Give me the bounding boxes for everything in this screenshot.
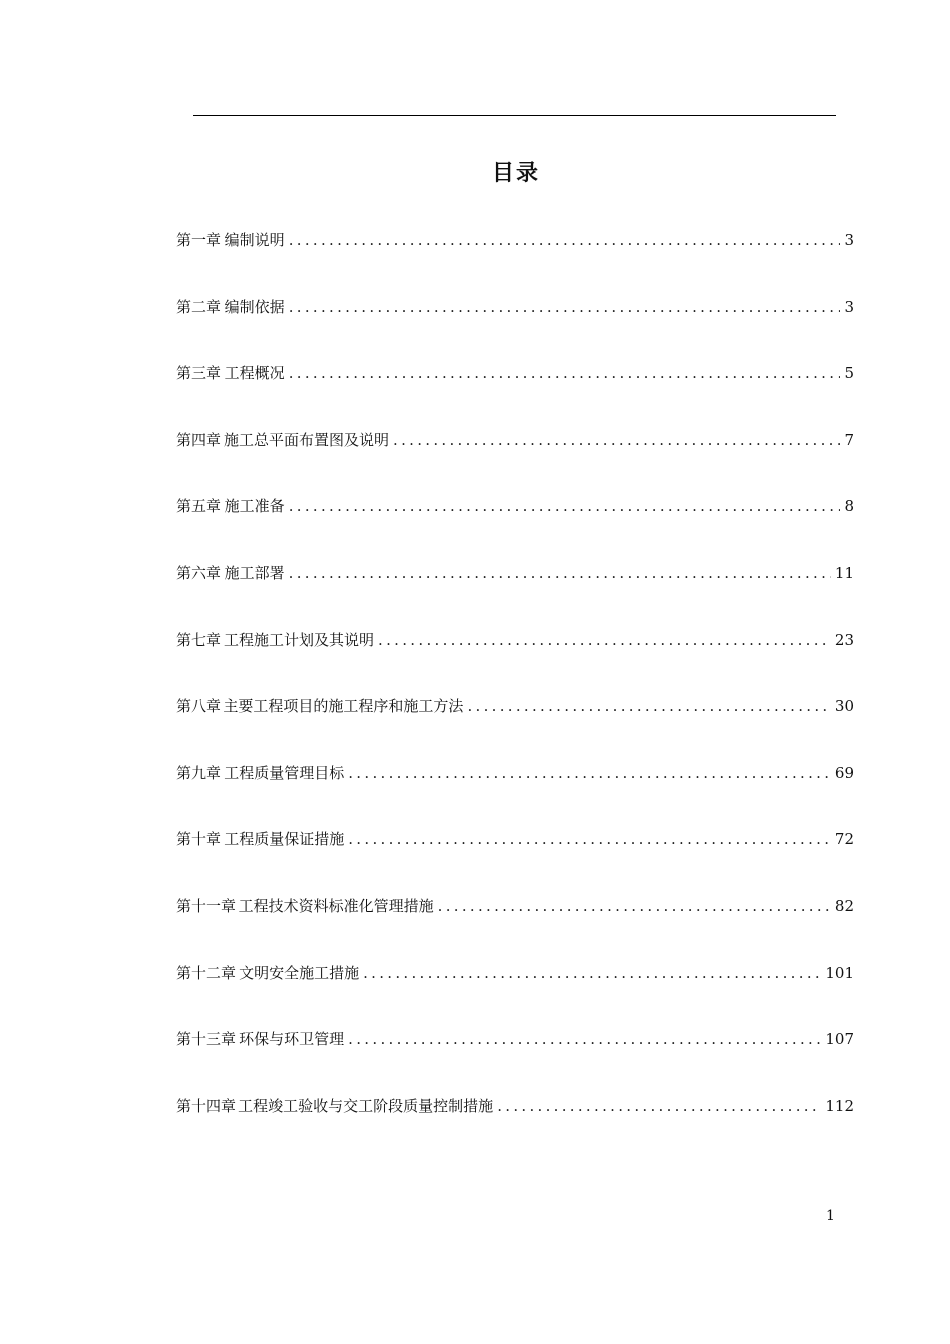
toc-page-number: 112 <box>825 1096 854 1115</box>
toc-entry-title: 工程概况 <box>224 364 285 383</box>
toc-chapter: 第六章 <box>176 563 222 582</box>
toc-leader <box>467 690 830 722</box>
toc-chapter: 第四章 <box>176 430 222 449</box>
toc-entry-title: 工程竣工验收与交工阶段质量控制措施 <box>238 1096 494 1115</box>
toc-page-number: 30 <box>834 697 854 716</box>
toc-leader <box>348 757 831 789</box>
toc-page-number: 107 <box>825 1030 854 1049</box>
toc-page-number: 3 <box>844 297 854 316</box>
toc-list <box>176 224 854 1156</box>
toc-page-number: 11 <box>834 563 854 582</box>
toc-entry[interactable] <box>176 890 854 957</box>
toc-entry[interactable] <box>176 490 854 557</box>
toc-leader <box>393 424 840 456</box>
toc-chapter: 第一章 <box>176 231 222 249</box>
toc-leader <box>497 1090 821 1122</box>
toc-entry-title: 工程施工计划及其说明 <box>224 630 375 649</box>
toc-entry[interactable] <box>176 291 854 358</box>
toc-entry-title: 工程质量保证措施 <box>224 830 345 849</box>
toc-page-number: 5 <box>844 364 854 383</box>
toc-entry[interactable] <box>176 624 854 691</box>
toc-leader <box>289 224 841 256</box>
toc-entry[interactable] <box>176 1090 854 1157</box>
page-number: 1 <box>826 1208 835 1224</box>
toc-title: 目录 <box>491 161 540 186</box>
toc-entry-title: 施工部署 <box>224 563 285 582</box>
toc-entry-title: 编制说明 <box>224 231 285 249</box>
toc-entry-title: 编制依据 <box>224 297 285 316</box>
toc-chapter: 第八章 <box>176 697 222 716</box>
toc-chapter: 第三章 <box>176 364 222 383</box>
toc-chapter: 第十二章 <box>176 963 237 982</box>
toc-page-number: 8 <box>844 497 854 516</box>
toc-leader <box>289 490 841 522</box>
toc-entry[interactable] <box>176 690 854 757</box>
toc-chapter: 第五章 <box>176 497 222 516</box>
toc-page-number: 3 <box>844 231 854 249</box>
toc-chapter: 第九章 <box>176 763 222 782</box>
toc-leader <box>348 1023 821 1055</box>
toc-entry[interactable] <box>176 224 854 291</box>
toc-leader <box>363 957 821 989</box>
toc-entry-title: 施工总平面布置图及说明 <box>223 430 389 449</box>
toc-leader <box>289 291 841 323</box>
toc-chapter: 第十一章 <box>176 896 237 915</box>
toc-entry[interactable] <box>176 557 854 624</box>
toc-entry-title: 施工准备 <box>224 497 285 516</box>
toc-entry-title: 文明安全施工措施 <box>239 963 360 982</box>
toc-entry[interactable] <box>176 1023 854 1090</box>
toc-chapter: 第十章 <box>176 830 222 849</box>
toc-page-number: 23 <box>834 630 854 649</box>
toc-chapter: 第十三章 <box>176 1030 237 1049</box>
toc-page-number: 101 <box>825 963 854 982</box>
toc-page-number: 69 <box>834 763 854 782</box>
toc-entry[interactable] <box>176 357 854 424</box>
toc-entry-title: 主要工程项目的施工程序和施工方法 <box>223 697 464 716</box>
toc-leader <box>438 890 831 922</box>
toc-chapter: 第七章 <box>176 630 222 649</box>
toc-leader <box>289 357 841 389</box>
toc-chapter: 第十四章 <box>176 1096 237 1115</box>
toc-leader <box>289 557 831 589</box>
toc-entry-title: 工程技术资料标准化管理措施 <box>238 896 434 915</box>
toc-page-number: 72 <box>834 830 854 849</box>
toc-page-number: 82 <box>834 896 854 915</box>
toc-leader <box>348 823 831 855</box>
toc-entry[interactable] <box>176 823 854 890</box>
toc-leader <box>378 624 831 656</box>
toc-entry[interactable] <box>176 757 854 824</box>
toc-entry[interactable] <box>176 957 854 1024</box>
toc-entry-title: 工程质量管理目标 <box>224 763 345 782</box>
toc-entry-title: 环保与环卫管理 <box>239 1030 345 1049</box>
toc-entry[interactable] <box>176 424 854 491</box>
toc-chapter: 第二章 <box>176 297 222 316</box>
toc-page-number: 7 <box>844 430 854 449</box>
header-rule <box>193 115 836 116</box>
